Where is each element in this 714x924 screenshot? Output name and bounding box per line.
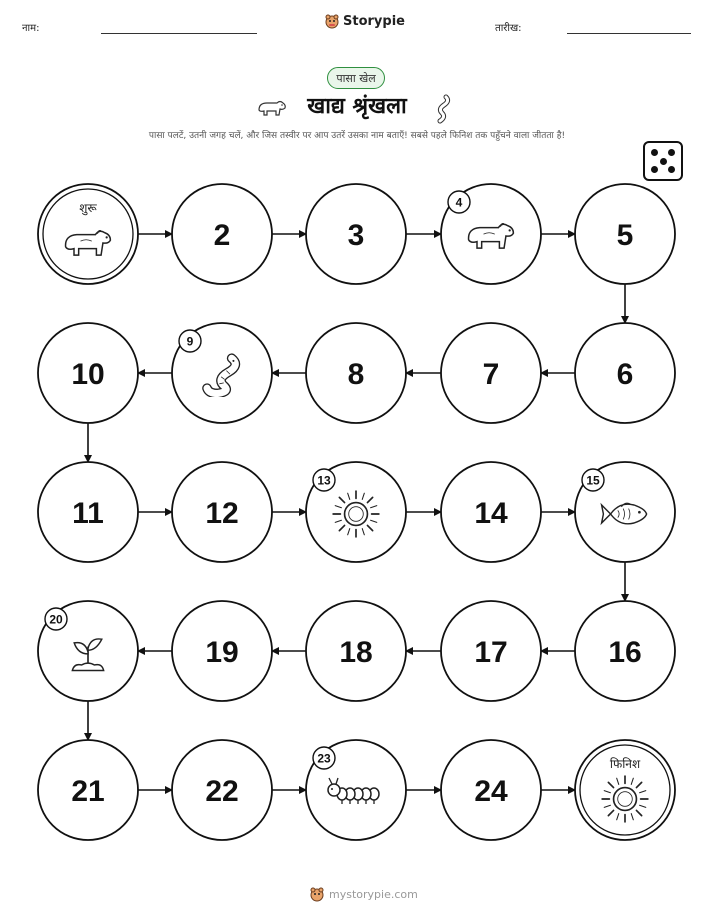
board-space-14[interactable]	[441, 462, 541, 562]
space-number: 9	[186, 334, 194, 349]
space-number: 7	[482, 358, 500, 391]
board-space-25[interactable]	[575, 740, 675, 840]
board-space-12[interactable]	[172, 462, 272, 562]
brand-name: Storypie	[343, 13, 405, 29]
space-number: 6	[616, 358, 634, 391]
space-number: 15	[586, 473, 600, 488]
board-space-18[interactable]	[306, 601, 406, 701]
space-number: 8	[347, 358, 365, 391]
space-number: 5	[616, 219, 634, 252]
board-space-15[interactable]	[575, 462, 675, 562]
space-number: 3	[347, 219, 365, 252]
space-number: 4	[455, 195, 463, 210]
board-space-2[interactable]	[172, 184, 272, 284]
footer-url: mystorypie.com	[329, 887, 418, 901]
footer	[309, 886, 418, 902]
space-number: 20	[49, 612, 63, 627]
board-cells	[38, 184, 675, 840]
board-space-21[interactable]	[38, 740, 138, 840]
date-label: तारीख:	[495, 23, 522, 34]
board-space-1[interactable]	[38, 184, 138, 284]
sun-icon	[333, 491, 379, 537]
board-space-19[interactable]	[172, 601, 272, 701]
space-number: 10	[71, 358, 105, 391]
space-number: 21	[71, 775, 105, 808]
space-number: 16	[608, 636, 642, 669]
board-space-7[interactable]	[441, 323, 541, 423]
board-space-10[interactable]	[38, 323, 138, 423]
board-space-4[interactable]	[441, 184, 541, 284]
space-number: 14	[474, 497, 508, 530]
storypie-mascot-icon	[309, 886, 325, 902]
space-number: 22	[205, 775, 239, 808]
space-number: 12	[205, 497, 239, 530]
board-space-16[interactable]	[575, 601, 675, 701]
space-number: 19	[205, 636, 239, 669]
space-number: 23	[317, 751, 331, 766]
game-type-badge: पासा खेल	[327, 67, 385, 89]
page-title: खाद्य श्रृंखला	[307, 94, 407, 119]
start-label: शुरू	[79, 201, 97, 215]
board-space-3[interactable]	[306, 184, 406, 284]
space-number: 24	[474, 775, 508, 808]
space-number: 13	[317, 473, 331, 488]
board-space-6[interactable]	[575, 323, 675, 423]
space-number: 2	[213, 219, 231, 252]
board-space-20[interactable]	[38, 601, 138, 701]
finish-label: फिनिश	[609, 757, 641, 771]
space-number: 11	[72, 497, 104, 530]
board-space-17[interactable]	[441, 601, 541, 701]
board-space-5[interactable]	[575, 184, 675, 284]
board-space-22[interactable]	[172, 740, 272, 840]
board-space-8[interactable]	[306, 323, 406, 423]
instructions-text: पासा पलटें, उतनी जगह चलें, और जिस तस्वीर पर आप उतरें उसका नाम बताएँ! सबसे पहले फिनिश तक पहुँचने वाला जीतता है!	[148, 131, 566, 141]
board-space-24[interactable]	[441, 740, 541, 840]
board-space-9[interactable]	[172, 323, 272, 423]
space-number: 17	[474, 636, 508, 669]
name-label: नाम:	[22, 23, 40, 34]
board-space-23[interactable]	[306, 740, 406, 840]
space-number: 18	[339, 636, 373, 669]
board-space-13[interactable]	[306, 462, 406, 562]
board-space-11[interactable]	[38, 462, 138, 562]
sun-icon	[602, 776, 648, 822]
